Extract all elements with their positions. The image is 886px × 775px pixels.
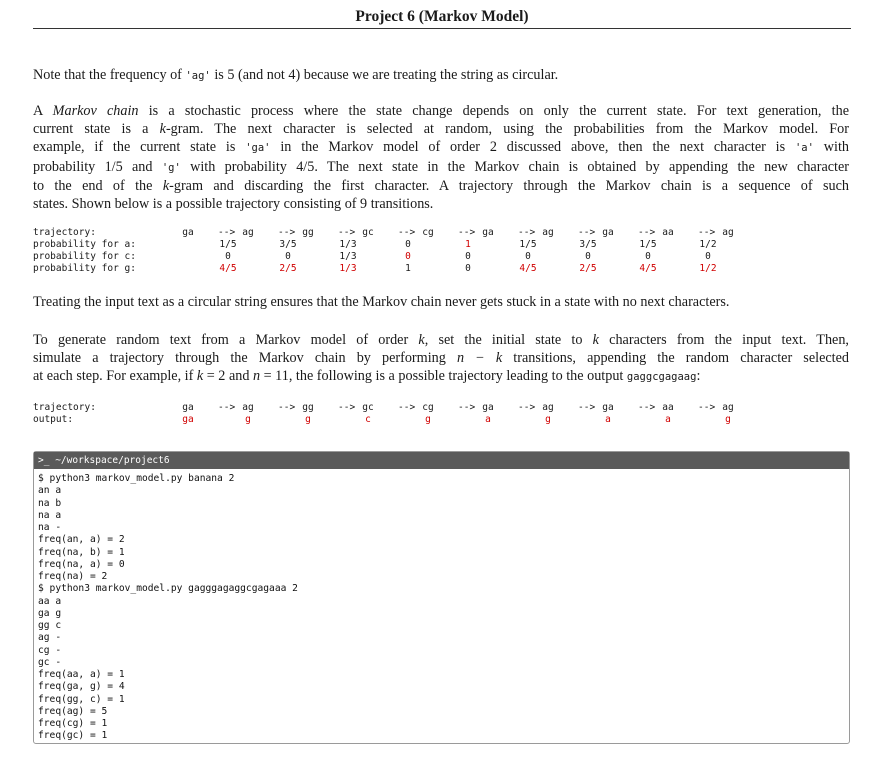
traj2-state: ag — [542, 402, 554, 413]
traj1-probability-g: 1 — [405, 263, 411, 274]
traj2-arrow: --> — [278, 402, 296, 413]
para2-line-2: current state is a k-gram. The next character is selected at random, using the probabilities from the Markov model. For — [33, 121, 849, 138]
traj2-state: ga — [602, 402, 614, 413]
traj1-probability-g: 4/5 — [219, 263, 237, 274]
traj2-output-char: g — [425, 414, 431, 425]
traj1-probability-a: 1 — [465, 239, 471, 250]
traj2-arrow: --> — [518, 402, 536, 413]
traj1-probability-g: 4/5 — [639, 263, 657, 274]
traj1-probability-c: 0 — [705, 251, 711, 262]
circular-string-paragraph: Treating the input text as a circular string ensures that the Markov chain never gets stuck in a state with no next characters. — [33, 294, 730, 310]
traj2-row-label: output: — [33, 414, 74, 425]
terminal-output-line: freq(aa, a) = 1 — [38, 669, 125, 680]
traj2-state: aa — [662, 402, 674, 413]
traj2-state: cg — [422, 402, 434, 413]
traj1-probability-g: 1/2 — [699, 263, 717, 274]
para4-line-2: simulate a trajectory through the Markov chain by performing n − k transitions, appending the random character selected — [33, 350, 849, 367]
traj1-state: ga — [182, 227, 194, 238]
markov-chain-paragraph — [33, 102, 849, 213]
traj2-output-char: g — [725, 414, 731, 425]
traj1-row-label: probability for a: — [33, 239, 136, 250]
page-header — [33, 6, 851, 29]
traj2-output-char: g — [245, 414, 251, 425]
random-text-paragraph — [33, 331, 849, 387]
traj1-arrow: --> — [638, 227, 656, 238]
traj2-arrow: --> — [638, 402, 656, 413]
terminal-output-line: na a — [38, 509, 62, 521]
traj2-state: gg — [302, 402, 314, 413]
traj2-arrow: --> — [338, 402, 356, 413]
terminal-output-line: freq(cg) = 1 — [38, 718, 108, 729]
terminal-command-line: $ python3 markov_model.py banana 2 — [38, 473, 235, 484]
traj1-probability-a: 1/5 — [519, 239, 537, 250]
para4-line-3: at each step. For example, if k = 2 and n = 11, the following is a possible trajectory leading to the output gaggcgagaag: — [33, 368, 701, 385]
terminal-output-line: freq(gg, c) = 1 — [38, 693, 125, 705]
terminal-window[interactable] — [33, 451, 850, 744]
traj1-probability-g: 4/5 — [519, 263, 537, 274]
para2-line-4: probability 1/5 and 'g' with probability 4/5. The next state in the Markov chain is obtained by appending the new character — [33, 158, 849, 175]
traj1-probability-a: 3/5 — [579, 239, 597, 250]
traj1-state: gg — [302, 227, 314, 238]
terminal-output-line: gg c — [38, 620, 62, 631]
terminal-output-line: na - — [38, 522, 62, 533]
traj2-output-char: g — [545, 414, 551, 425]
para4-line-1: To generate random text from a Markov model of order k, set the initial state to k characters from the input text. Then, — [33, 332, 849, 348]
traj1-probability-g: 1/3 — [339, 263, 357, 274]
traj2-state: ga — [182, 402, 194, 413]
traj1-probability-a: 1/5 — [219, 239, 237, 250]
terminal-path: ~/workspace/project6 — [55, 455, 170, 466]
traj2-output-char: g — [305, 414, 311, 425]
traj1-probability-c: 0 — [465, 251, 471, 262]
traj2-output-char: a — [485, 414, 491, 425]
traj1-probability-g: 2/5 — [279, 263, 297, 274]
traj1-arrow: --> — [338, 227, 356, 238]
traj2-arrow: --> — [398, 402, 416, 413]
terminal-output-line: aa a — [38, 595, 62, 607]
terminal-output-line: ga g — [38, 607, 62, 619]
terminal-output-line: freq(gc) = 1 — [38, 730, 108, 742]
terminal-output-line: an a — [38, 485, 62, 497]
traj1-arrow: --> — [218, 227, 236, 238]
traj2-output-char: a — [665, 414, 671, 425]
traj1-arrow: --> — [398, 227, 416, 238]
traj1-probability-g: 2/5 — [579, 263, 597, 274]
terminal-output-line: freq(na) = 2 — [38, 571, 108, 582]
page-title: Project 6 (Markov Model) — [355, 8, 529, 25]
traj1-arrow: --> — [458, 227, 476, 238]
traj1-state: ga — [602, 227, 614, 238]
traj1-row-label: probability for g: — [33, 263, 136, 274]
terminal-output-line: cg - — [38, 644, 62, 656]
traj2-state: ag — [242, 402, 254, 413]
terminal-command-line: $ python3 markov_model.py gagggagaggcgagaaa 2 — [38, 583, 298, 595]
terminal-output-line: ag - — [38, 632, 62, 644]
traj1-probability-c: 0 — [525, 251, 531, 262]
traj1-probability-c: 0 — [405, 251, 411, 262]
traj1-state: aa — [662, 227, 674, 238]
traj2-arrow: --> — [458, 402, 476, 413]
traj2-output-char: a — [605, 414, 611, 425]
traj1-probability-c: 1/3 — [339, 251, 357, 262]
terminal-output-line: freq(na, b) = 1 — [38, 546, 125, 558]
frequency-note-code: 'ag' — [185, 70, 211, 82]
trajectory-output-table — [33, 402, 848, 428]
traj2-state: ga — [482, 402, 494, 413]
traj2-row-label: trajectory: — [33, 402, 96, 413]
terminal-prompt-icon: >_ — [38, 455, 50, 466]
frequency-note-text-1: Note that the frequency of — [33, 67, 186, 83]
traj2-output-char: ga — [182, 414, 194, 425]
traj1-arrow: --> — [278, 227, 296, 238]
traj2-state: gc — [362, 402, 374, 413]
terminal-output — [34, 469, 849, 743]
para2-line-5: to the end of the k-gram and discarding the first character. A trajectory through the Markov chain is a sequence of such — [33, 177, 849, 194]
traj1-state: cg — [422, 227, 434, 238]
traj1-arrow: --> — [698, 227, 716, 238]
traj1-probability-a: 1/5 — [639, 239, 657, 250]
frequency-note — [33, 66, 849, 85]
traj1-probability-a: 3/5 — [279, 239, 297, 250]
terminal-output-line: freq(ag) = 5 — [38, 705, 108, 717]
para2-line-3: example, if the current state is 'ga' in the Markov model of order 2 discussed above, then the next character is 'a' with — [33, 139, 849, 156]
traj1-probability-c: 0 — [285, 251, 291, 262]
traj2-arrow: --> — [218, 402, 236, 413]
terminal-output-line: freq(na, a) = 0 — [38, 558, 125, 570]
traj1-probability-c: 0 — [225, 251, 231, 262]
traj1-state: ag — [242, 227, 254, 238]
traj2-arrow: --> — [578, 402, 596, 413]
para2-line-6: states. Shown below is a possible trajectory consisting of 9 transitions. — [33, 196, 434, 213]
trajectory-probability-table — [33, 227, 848, 277]
traj1-arrow: --> — [518, 227, 536, 238]
traj1-arrow: --> — [578, 227, 596, 238]
traj1-state: ga — [482, 227, 494, 238]
traj1-row-label: probability for c: — [33, 251, 136, 262]
traj1-probability-a: 1/3 — [339, 239, 357, 250]
terminal-title-bar — [34, 452, 849, 469]
traj1-probability-c: 0 — [585, 251, 591, 262]
traj2-state: ag — [722, 402, 734, 413]
para2-line-1: A Markov chain is a stochastic process where the state change depends on only the current state. For text generation, the — [33, 103, 849, 119]
frequency-note-text-2: is 5 (and not 4) because we are treating the string as circular. — [210, 67, 559, 83]
terminal-output-line: freq(ga, g) = 4 — [38, 681, 125, 693]
traj1-probability-c: 0 — [645, 251, 651, 262]
terminal-output-line: freq(an, a) = 2 — [38, 534, 125, 546]
traj1-state: ag — [722, 227, 734, 238]
traj1-probability-a: 0 — [405, 239, 411, 250]
traj1-probability-a: 1/2 — [699, 239, 717, 250]
terminal-output-line: gc - — [38, 656, 62, 668]
traj1-probability-g: 0 — [465, 263, 471, 274]
terminal-output-line: na b — [38, 497, 62, 509]
traj1-row-label: trajectory: — [33, 227, 96, 238]
traj2-output-char: c — [365, 414, 371, 425]
traj1-state: gc — [362, 227, 374, 238]
traj2-arrow: --> — [698, 402, 716, 413]
traj1-state: ag — [542, 227, 554, 238]
